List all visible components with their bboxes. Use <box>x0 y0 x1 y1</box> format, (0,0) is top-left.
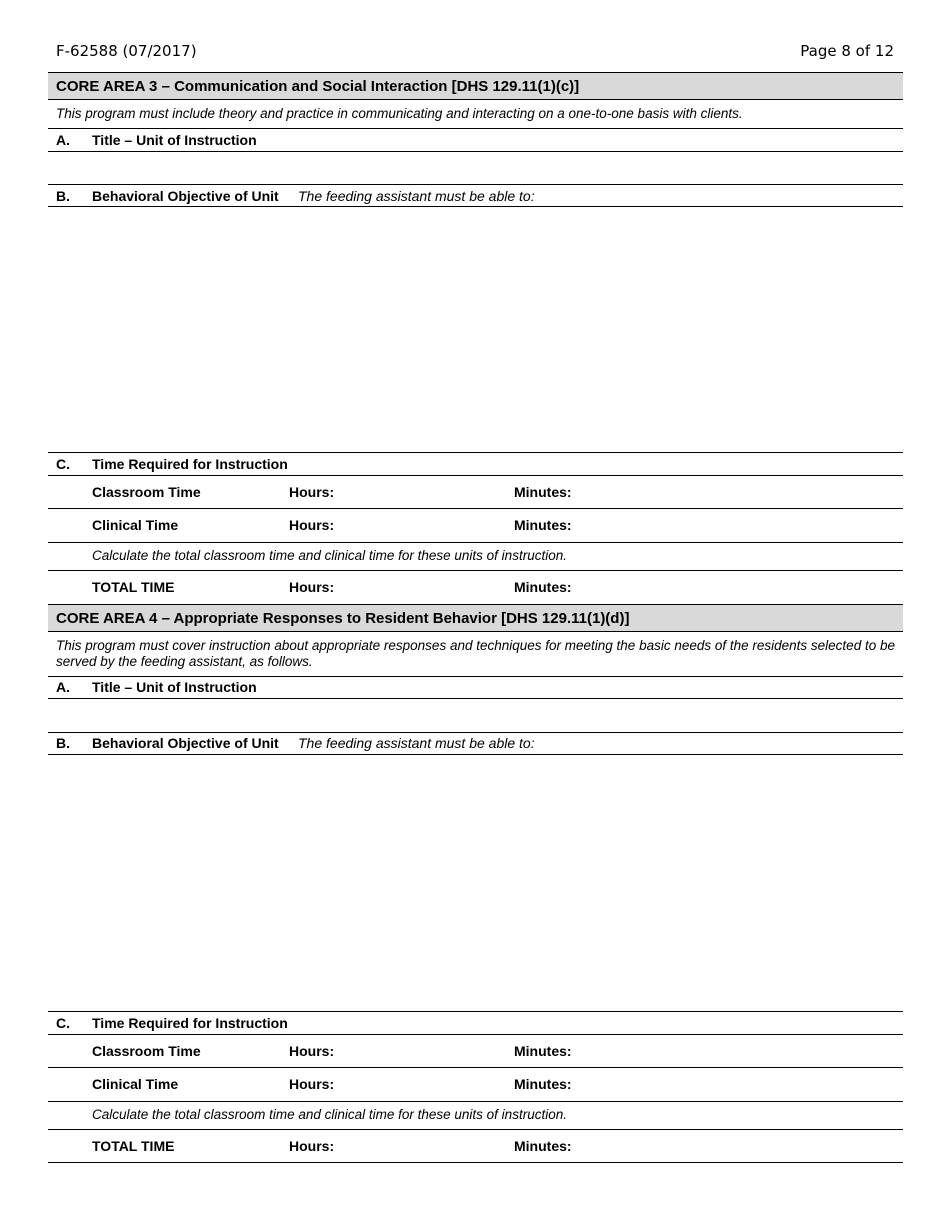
core4-clinical-minutes[interactable]: Minutes: <box>514 1076 572 1092</box>
core4-total-label: TOTAL TIME <box>92 1138 175 1154</box>
core3-total-label: TOTAL TIME <box>92 579 175 595</box>
core3-title-label-row <box>48 129 903 152</box>
core3-classroom-label: Classroom Time <box>92 484 201 500</box>
core4-classroom-hours[interactable]: Hours: <box>289 1043 335 1059</box>
core3-clinical-minutes[interactable]: Minutes: <box>514 517 572 533</box>
core3-objective-input[interactable] <box>48 207 903 453</box>
core3-objective-note: The feeding assistant must be able to: <box>298 188 535 204</box>
core4-title-label-row <box>48 677 903 699</box>
core3-clinical-row <box>48 509 903 543</box>
core4-title-input[interactable] <box>48 699 903 733</box>
core3-time-label-row <box>48 453 903 476</box>
core4-c-letter: C. <box>56 1015 70 1031</box>
core4-time-label: Time Required for Instruction <box>92 1015 288 1031</box>
core4-a-letter: A. <box>56 679 70 695</box>
core3-classroom-minutes[interactable]: Minutes: <box>514 484 572 500</box>
page-number: Page 8 of 12 <box>800 42 894 60</box>
core-area-4-heading: CORE AREA 4 – Appropriate Responses to Resident Behavior [DHS 129.11(1)(d)] <box>48 604 903 632</box>
core3-total-row <box>48 571 903 604</box>
core3-c-letter: C. <box>56 456 70 472</box>
core4-calc-note-row <box>48 1102 903 1130</box>
core3-clinical-label: Clinical Time <box>92 517 179 533</box>
core4-total-hours[interactable]: Hours: <box>289 1138 335 1154</box>
core3-classroom-row <box>48 476 903 509</box>
core3-b-letter: B. <box>56 188 70 204</box>
core4-clinical-row <box>48 1068 903 1102</box>
core3-a-letter: A. <box>56 132 70 148</box>
core-area-3-heading: CORE AREA 3 – Communication and Social Interaction [DHS 129.11(1)(c)] <box>48 72 903 100</box>
core4-objective-input[interactable] <box>48 755 903 1012</box>
core4-objective-label: Behavioral Objective of Unit <box>92 735 279 751</box>
core4-clinical-hours[interactable]: Hours: <box>289 1076 335 1092</box>
core4-calc-note: Calculate the total classroom time and clinical time for these units of instruction. <box>92 1107 567 1122</box>
form-body <box>48 72 903 1163</box>
core3-calc-note: Calculate the total classroom time and clinical time for these units of instruction. <box>92 548 567 563</box>
core4-time-label-row <box>48 1012 903 1035</box>
core4-objective-note: The feeding assistant must be able to: <box>298 735 535 751</box>
core3-time-label: Time Required for Instruction <box>92 456 288 472</box>
core4-total-row <box>48 1130 903 1163</box>
core-area-4-intro: This program must cover instruction about appropriate responses and techniques for meeting the basic needs of the residents selected to be served by the feeding assistant, as follows. <box>48 632 903 677</box>
core4-b-letter: B. <box>56 735 70 751</box>
form-id: F-62588 (07/2017) <box>56 42 197 60</box>
core3-title-input[interactable] <box>48 152 903 185</box>
core4-classroom-label: Classroom Time <box>92 1043 201 1059</box>
core3-calc-note-row <box>48 543 903 571</box>
core4-objective-label-row <box>48 733 903 755</box>
core3-objective-label-row <box>48 185 903 207</box>
core4-total-minutes[interactable]: Minutes: <box>514 1138 572 1154</box>
core4-classroom-minutes[interactable]: Minutes: <box>514 1043 572 1059</box>
core4-title-label: Title – Unit of Instruction <box>92 679 257 695</box>
core3-objective-label: Behavioral Objective of Unit <box>92 188 279 204</box>
core3-clinical-hours[interactable]: Hours: <box>289 517 335 533</box>
core4-clinical-label: Clinical Time <box>92 1076 179 1092</box>
core3-title-label: Title – Unit of Instruction <box>92 132 257 148</box>
core3-classroom-hours[interactable]: Hours: <box>289 484 335 500</box>
core4-classroom-row <box>48 1035 903 1068</box>
core-area-3-intro: This program must include theory and practice in communicating and interacting on a one-to-one basis with clients. <box>48 100 903 129</box>
core3-total-hours[interactable]: Hours: <box>289 579 335 595</box>
core3-total-minutes[interactable]: Minutes: <box>514 579 572 595</box>
